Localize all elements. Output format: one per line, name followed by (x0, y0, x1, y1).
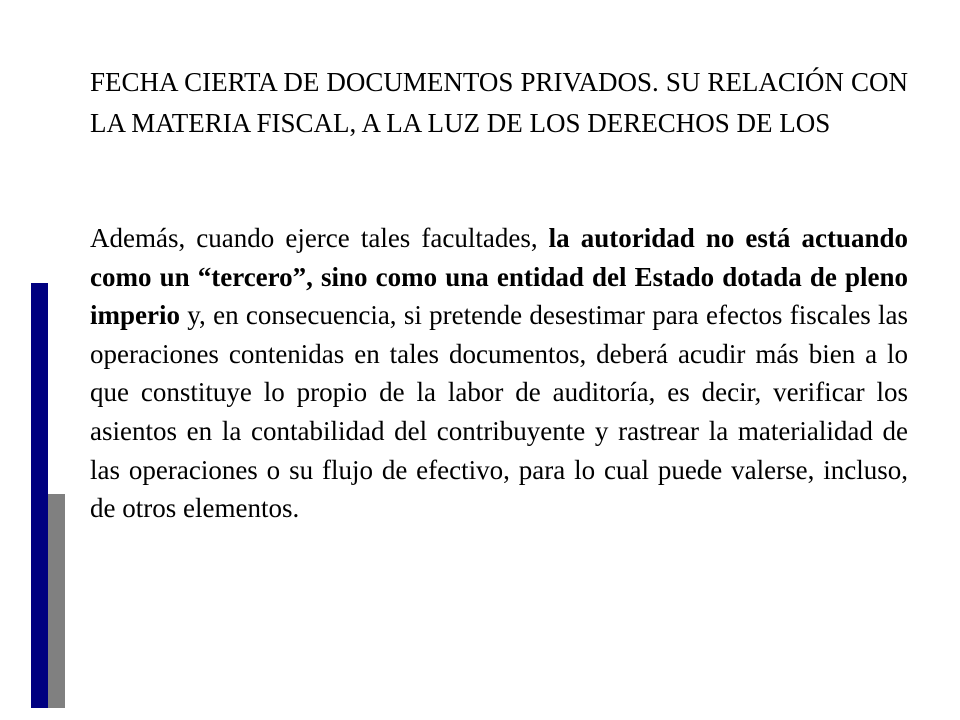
paragraph-rest: y, en consecuencia, si pretende desestimar para efectos fiscales las operaciones contenidas en tales documentos, deberá acudir más bien a lo que constituye lo propio de la labor de auditoría, es decir, verificar los asientos en la contabilidad del contribuyente y rastrear la materialidad de las operaciones o su flujo de efectivo, para lo cual puede valerse, incluso, de otros elementos. (90, 300, 908, 524)
slide-title: FECHA CIERTA DE DOCUMENTOS PRIVADOS. SU RELACIÓN CON LA MATERIA FISCAL, A LA LUZ DE LOS DERECHOS DE LOS (90, 67, 908, 138)
accent-bar-gray (48, 494, 65, 708)
paragraph-emphasis: la autoridad no está actuando como un “tercero”, sino como una entidad del Estado dotada de pleno imperio (90, 223, 908, 331)
body-paragraph (90, 219, 908, 528)
paragraph-lead: Además, cuando ejerce tales facultades, (90, 223, 549, 253)
accent-bar-blue (31, 283, 48, 708)
